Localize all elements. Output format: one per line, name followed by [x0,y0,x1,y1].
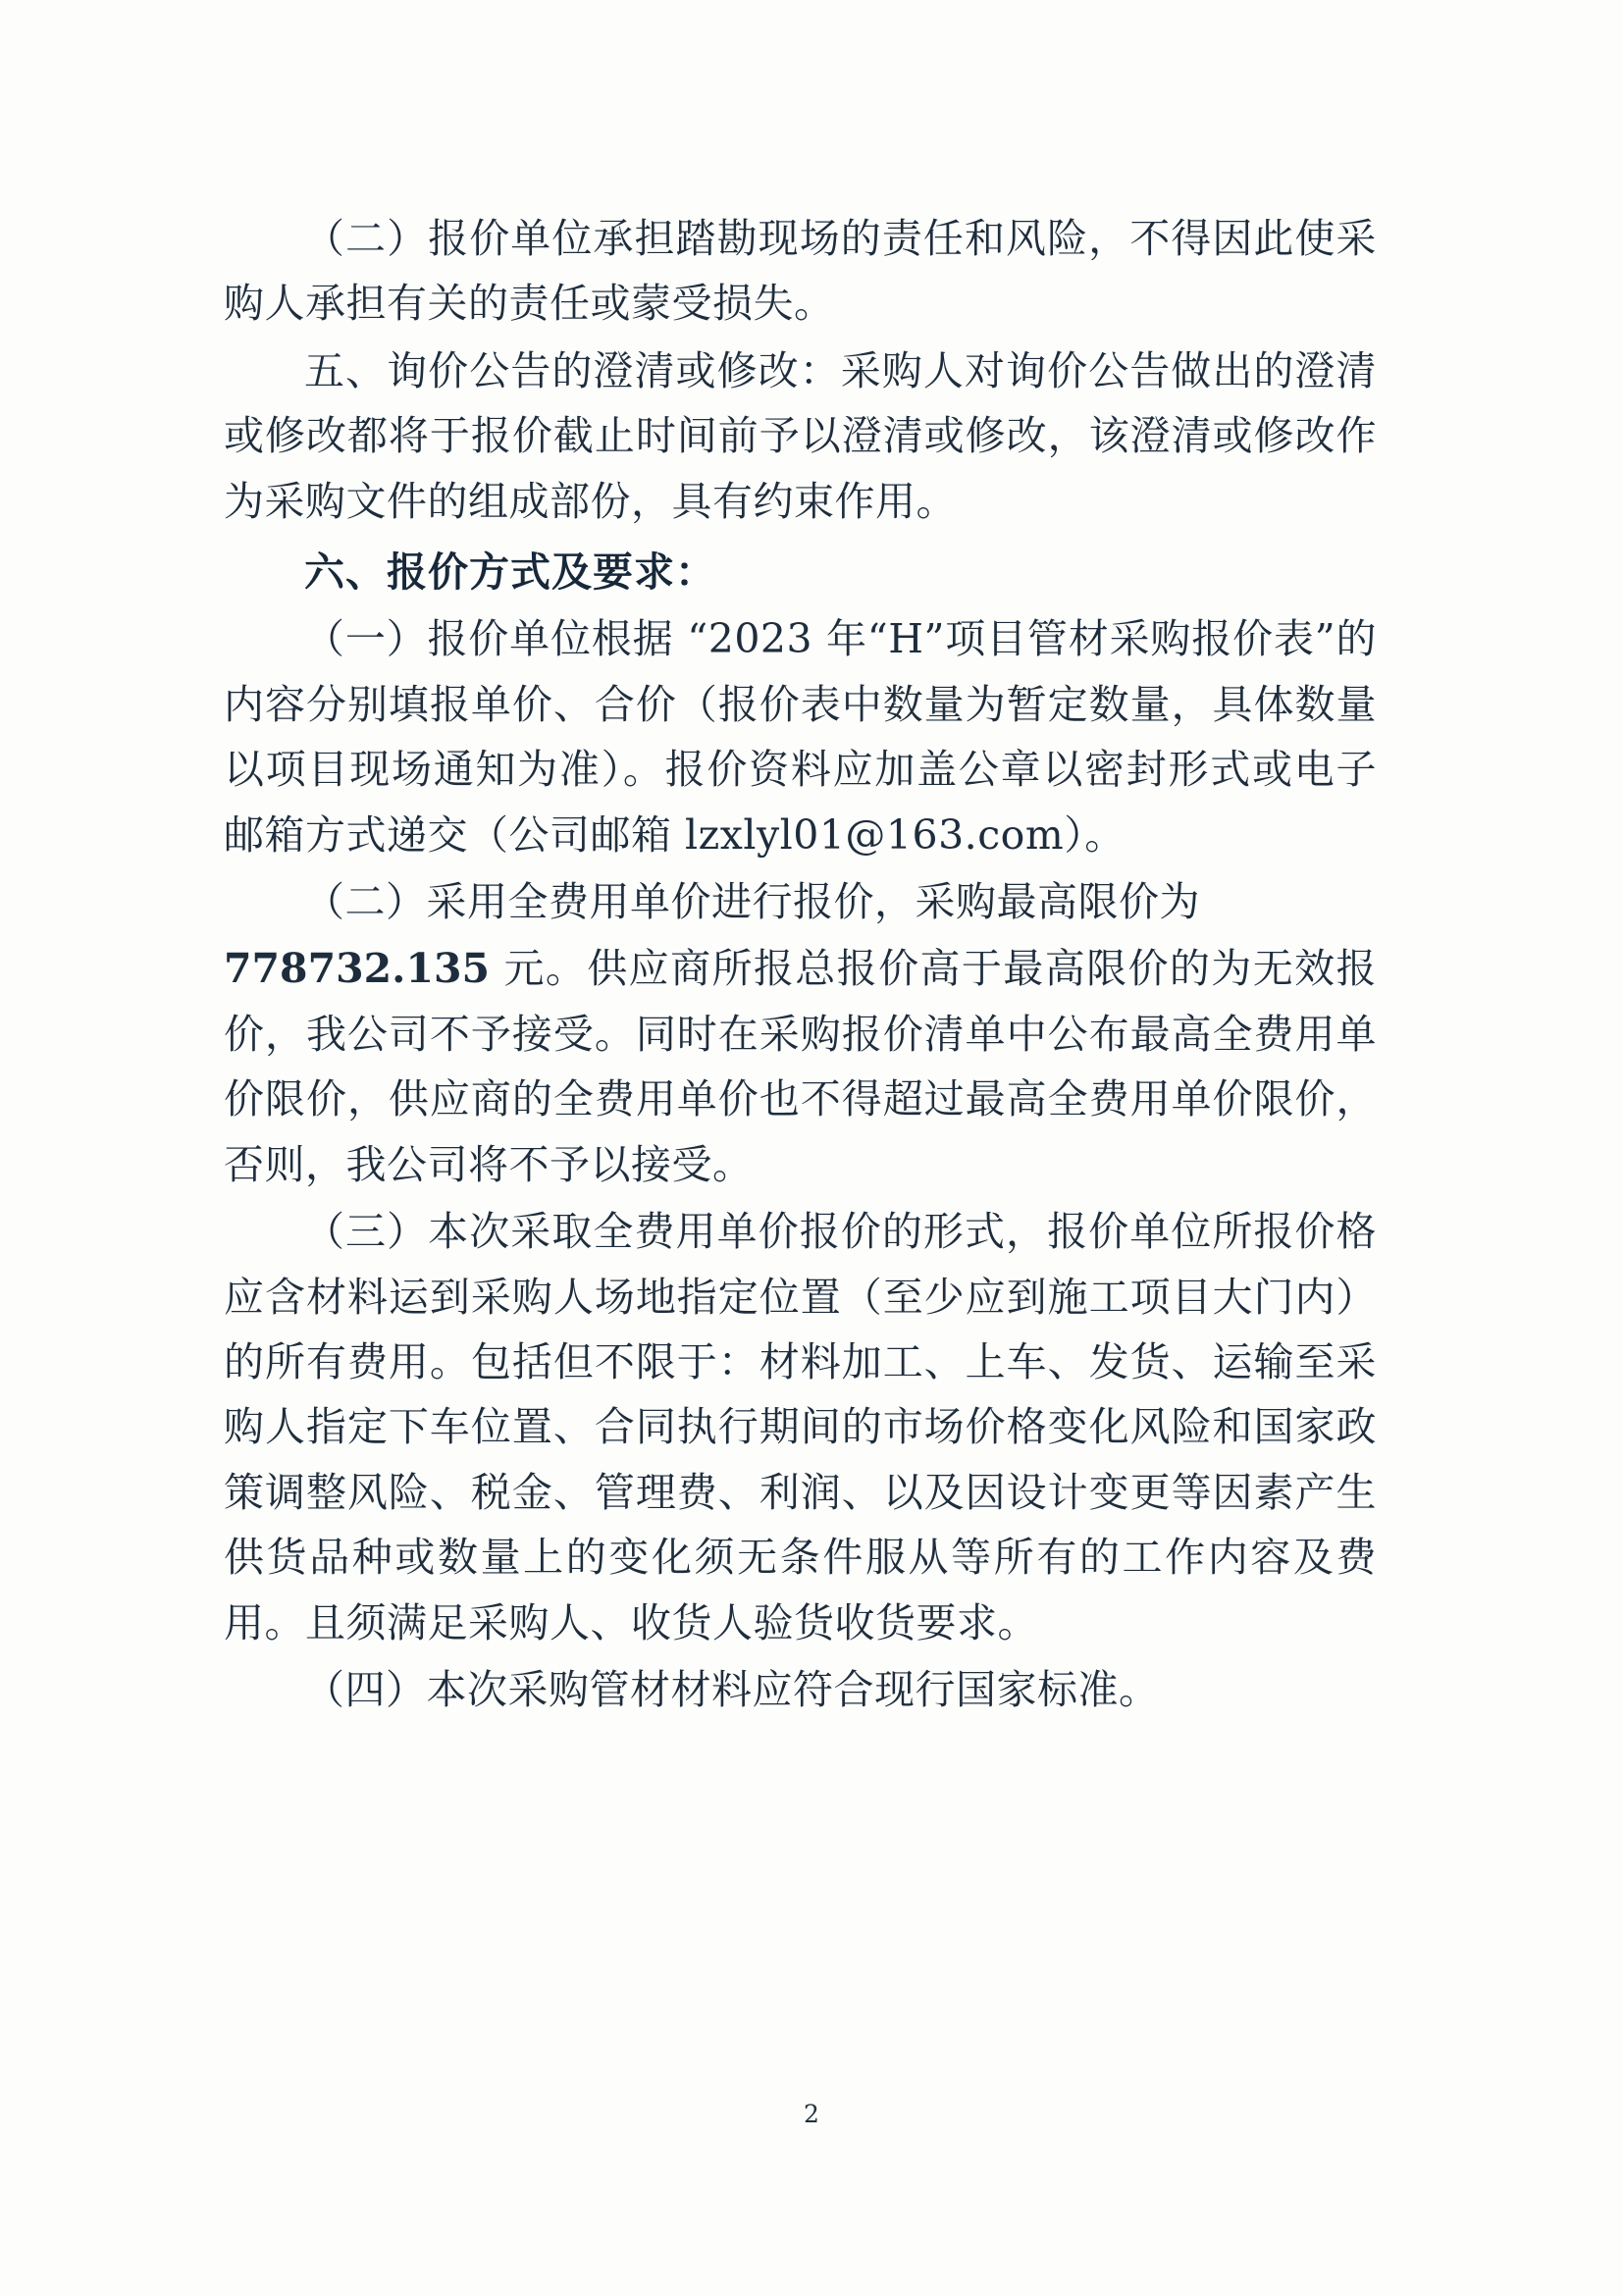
paragraph-price-cap [224,869,1377,934]
document-body [224,206,1377,1724]
price-cap-body-text: 元。供应商所报总报价高于最高限价的为无效报价，我公司不予接受。同时在采购报价清单中公布最高全费用单价限价，供应商的全费用单价也不得超过最高全费用单价限价，否则，我公司将不予以接受。 [224,945,1377,1188]
paragraph-national-standard: （四）本次采购管材材料应符合现行国家标准。 [304,1665,1160,1713]
page-number: 2 [804,2100,819,2128]
paragraph-clarification: 五、询价公告的澄清或修改：采购人对询价公告做出的澄清或修改都将于报价截止时间前予以澄清或修改，该澄清或修改作为采购文件的组成部份，具有约束作用。 [224,346,1377,525]
max-price-amount: 778732.135 [224,945,491,993]
paragraph-site-survey: （二）报价单位承担踏勘现场的责任和风险，不得因此使采购人承担有关的责任或蒙受损失。 [224,215,1377,328]
price-cap-lead-text: （二）采用全费用单价进行报价，采购最高限价为 [304,878,1200,926]
paragraph-quotation-form: （一）报价单位根据 “2023 年“H”项目管材采购报价表”的内容分别填报单价、合价（报价表中数量为暂定数量，具体数量以项目现场通知为准）。报价资料应加盖公章以密封形式或电子邮箱方式递交（公司邮箱 lzxlyl01@163.com）。 [224,615,1377,859]
section-heading-quotation: 六、报价方式及要求： [304,548,716,597]
paragraph-price-cap-continued [224,936,1377,1197]
paragraph-all-inclusive-price: （三）本次采取全费用单价报价的形式，报价单位所报价格应含材料运到采购人场地指定位置（至少应到施工项目大门内）的所有费用。包括但不限于：材料加工、上车、发货、运输至采购人指定下车位置、合同执行期间的市场价格变化风险和国家政策调整风险、税金、管理费、利润、以及因设计变更等因素产生供货品种或数量上的变化须无条件服从等所有的工作内容及费用。且须满足采购人、收货人验货收货要求。 [224,1208,1377,1646]
